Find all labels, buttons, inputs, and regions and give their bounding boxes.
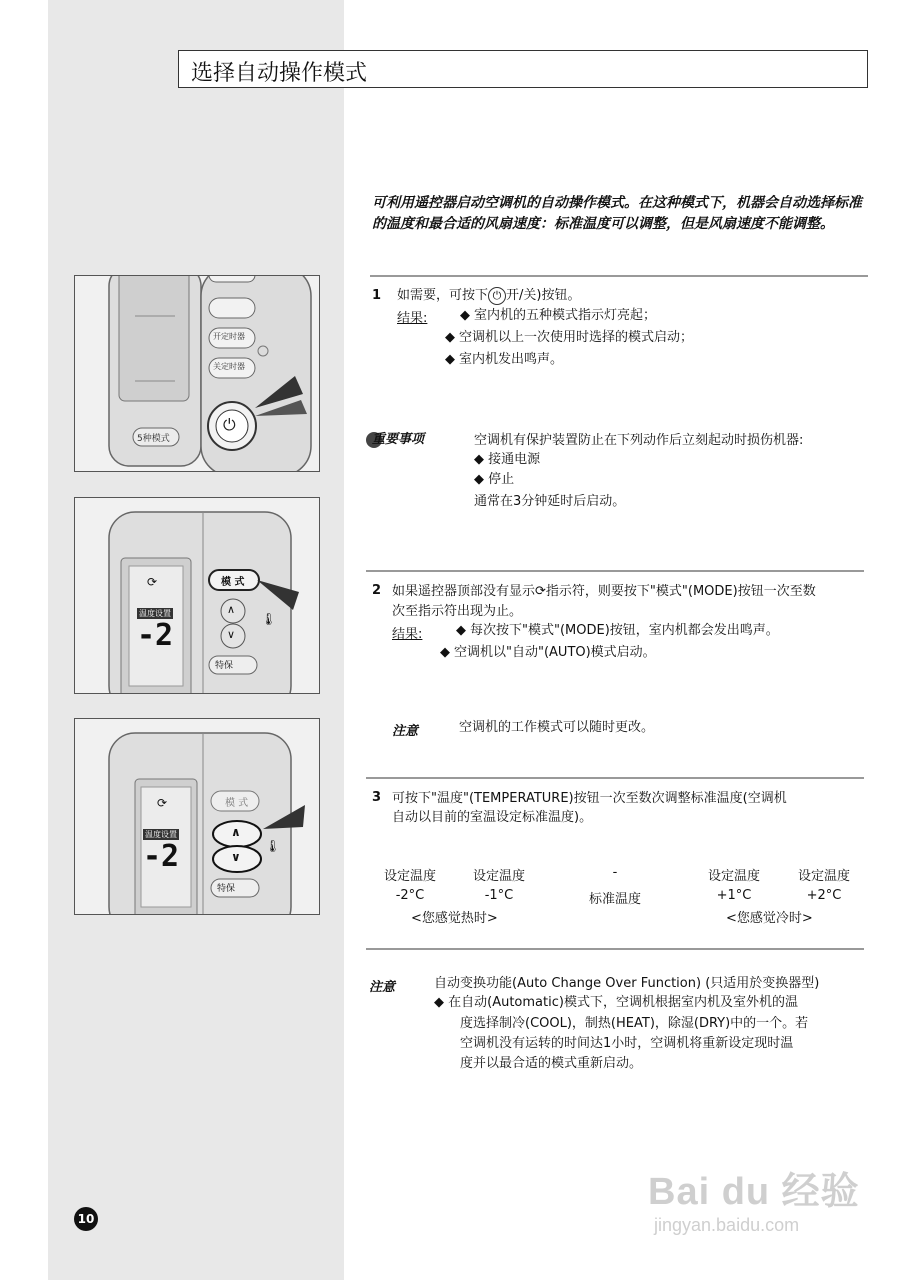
step3-number: 3 bbox=[372, 790, 382, 805]
note2-label: 注意 bbox=[369, 980, 396, 995]
watermark-brand: Bai du 经验 bbox=[648, 1171, 860, 1213]
step2-bullet-text: 空调机以"自动"(AUTO)模式启动。 bbox=[454, 645, 656, 660]
lcd-digit: -2 bbox=[143, 839, 180, 874]
watermark-url: jingyan.baidu.com bbox=[654, 1215, 800, 1235]
down-arrow-icon: ∨ bbox=[227, 628, 236, 641]
diamond-icon: ◆ bbox=[445, 330, 455, 345]
step1-bullet-text: 室内机发出鸣声。 bbox=[459, 352, 564, 367]
step1-text-a: 如需要，可按下 bbox=[397, 288, 489, 303]
important-item-1: ◆ 接通电源 bbox=[474, 452, 541, 467]
remote-mode-svg bbox=[75, 498, 320, 694]
special-button: 特保 bbox=[215, 661, 234, 671]
remote-illustration-power bbox=[74, 275, 320, 472]
step2-number: 2 bbox=[372, 583, 382, 598]
auto-indicator-icon: ⟳ bbox=[535, 584, 546, 599]
power-icon: ⏻ bbox=[223, 415, 236, 434]
important-label-text: 重要事项 bbox=[372, 432, 425, 447]
step2-text-c: 次至指示符出现为止。 bbox=[392, 604, 523, 619]
divider bbox=[366, 948, 864, 950]
step1-text-b: 开/关)按钮。 bbox=[506, 288, 581, 303]
thermometer-icon: 🌡 bbox=[261, 612, 277, 626]
lcd-label: 温度设置 bbox=[145, 830, 177, 839]
up-arrow-icon: ∧ bbox=[227, 603, 236, 616]
step1-number: 1 bbox=[372, 288, 382, 303]
remote-illustration-mode bbox=[74, 497, 320, 694]
power-button-icon: ⏻ bbox=[488, 287, 506, 305]
intro-paragraph: 可利用遥控器启动空调机的自动操作模式。在这种模式下，机器会自动选择标准的温度和最合适的风扇速度：标准温度可以调整，但是风扇速度不能调整。 bbox=[372, 195, 862, 232]
step1-bullet-2 bbox=[445, 328, 693, 348]
watermark bbox=[648, 1160, 860, 1236]
step2-bullet-text: 每次按下"模式"(MODE)按钮，室内机都会发出鸣声。 bbox=[470, 623, 779, 638]
note1-label: 注意 bbox=[392, 724, 419, 739]
diamond-icon: ◆ bbox=[440, 645, 450, 660]
temp-label-plus1: 设定温度 bbox=[707, 869, 760, 884]
temp-value-standard: 标准温度 bbox=[588, 892, 641, 907]
step3-line2: 自动以目前的室温设定标准温度)。 bbox=[392, 810, 593, 825]
up-arrow-icon: ∧ bbox=[231, 825, 241, 839]
step2-bullet-1 bbox=[456, 621, 779, 641]
temp-label-minus2: 设定温度 bbox=[383, 869, 436, 884]
temp-label-standard: - bbox=[612, 865, 618, 880]
mode-button-inactive: 模 式 bbox=[225, 798, 249, 809]
step1-bullet-3 bbox=[445, 350, 563, 370]
remote-illustration-temperature bbox=[74, 718, 320, 915]
important-line1: 空调机有保护装置防止在下列动作后立刻起动时损伤机器: bbox=[474, 433, 804, 448]
thermometer-icon: 🌡 bbox=[265, 839, 281, 853]
note2-line1: 自动变换功能(Auto Change Over Function) (只适用於变换器型) bbox=[434, 976, 820, 991]
note2-line2: ◆ 在自动(Automatic)模式下，空调机根据室内机及室外机的温 bbox=[434, 995, 798, 1010]
step1-text bbox=[397, 286, 580, 306]
step1-bullet-text: 空调机以上一次使用时选择的模式启动； bbox=[459, 330, 694, 345]
important-item-2: ◆ 停止 bbox=[474, 472, 515, 487]
important-line-end: 通常在3分钟延时后启动。 bbox=[474, 494, 626, 509]
divider bbox=[370, 275, 868, 277]
note2-line3: 度选择制冷(COOL)，制热(HEAT)，除湿(DRY)中的一个。若 bbox=[460, 1016, 809, 1031]
auto-mode-icon: ⟳ bbox=[147, 575, 158, 589]
divider bbox=[366, 777, 864, 779]
temp-value-plus2: +2°C bbox=[806, 888, 842, 903]
remote-power-svg bbox=[75, 276, 320, 472]
lcd-label: 温度设置 bbox=[139, 609, 171, 618]
note1-text: 空调机的工作模式可以随时更改。 bbox=[459, 720, 655, 735]
auto-mode-icon: ⟳ bbox=[157, 796, 168, 810]
diamond-icon: ◆ bbox=[456, 623, 466, 638]
feel-cold-label: <您感觉冷时> bbox=[726, 911, 813, 926]
temp-label-minus1: 设定温度 bbox=[472, 869, 525, 884]
page-number: 10 bbox=[74, 1207, 98, 1231]
step2-text-a: 如果遥控器顶部没有显示 bbox=[392, 584, 536, 599]
temp-value-plus1: +1°C bbox=[716, 888, 752, 903]
page-title: 选择自动操作模式 bbox=[191, 61, 368, 86]
step1-bullet-1 bbox=[460, 306, 656, 326]
lcd-digit: -2 bbox=[137, 618, 174, 653]
step2-bullet-2 bbox=[440, 643, 656, 663]
mode-button: 模 式 bbox=[221, 577, 245, 588]
step2-text bbox=[392, 582, 816, 602]
step1-bullet-text: 室内机的五种模式指示灯亮起； bbox=[474, 308, 657, 323]
important-label bbox=[366, 428, 424, 448]
diamond-icon: ◆ bbox=[460, 308, 470, 323]
off-timer-button: 关定时器 bbox=[213, 362, 245, 371]
note2-line4: 空调机没有运转的时间达1小时，空调机将重新设定现时温 bbox=[460, 1036, 794, 1051]
down-arrow-icon: ∨ bbox=[231, 850, 241, 864]
step1-result-label: 结果: bbox=[397, 311, 428, 326]
special-button: 特保 bbox=[217, 884, 236, 894]
temp-label-plus2: 设定温度 bbox=[797, 869, 850, 884]
remote-temp-svg bbox=[75, 719, 320, 915]
step3-line1: 可按下"温度"(TEMPERATURE)按钮一次至数次调整标准温度(空调机 bbox=[392, 791, 787, 806]
note2-line5: 度并以最合适的模式重新启动。 bbox=[460, 1056, 643, 1071]
temp-value-minus2: -2°C bbox=[395, 888, 425, 903]
divider bbox=[366, 570, 864, 572]
diamond-icon: ◆ bbox=[445, 352, 455, 367]
feel-hot-label: <您感觉热时> bbox=[411, 911, 498, 926]
step2-text-b: 指示符，则要按下"模式"(MODE)按钮一次至数 bbox=[545, 584, 816, 599]
on-timer-button: 开定时器 bbox=[213, 332, 245, 341]
page-title-box bbox=[178, 50, 868, 88]
temp-value-minus1: -1°C bbox=[484, 888, 514, 903]
five-mode-button: 5种模式 bbox=[137, 434, 170, 444]
step2-result-label: 结果: bbox=[392, 627, 423, 642]
